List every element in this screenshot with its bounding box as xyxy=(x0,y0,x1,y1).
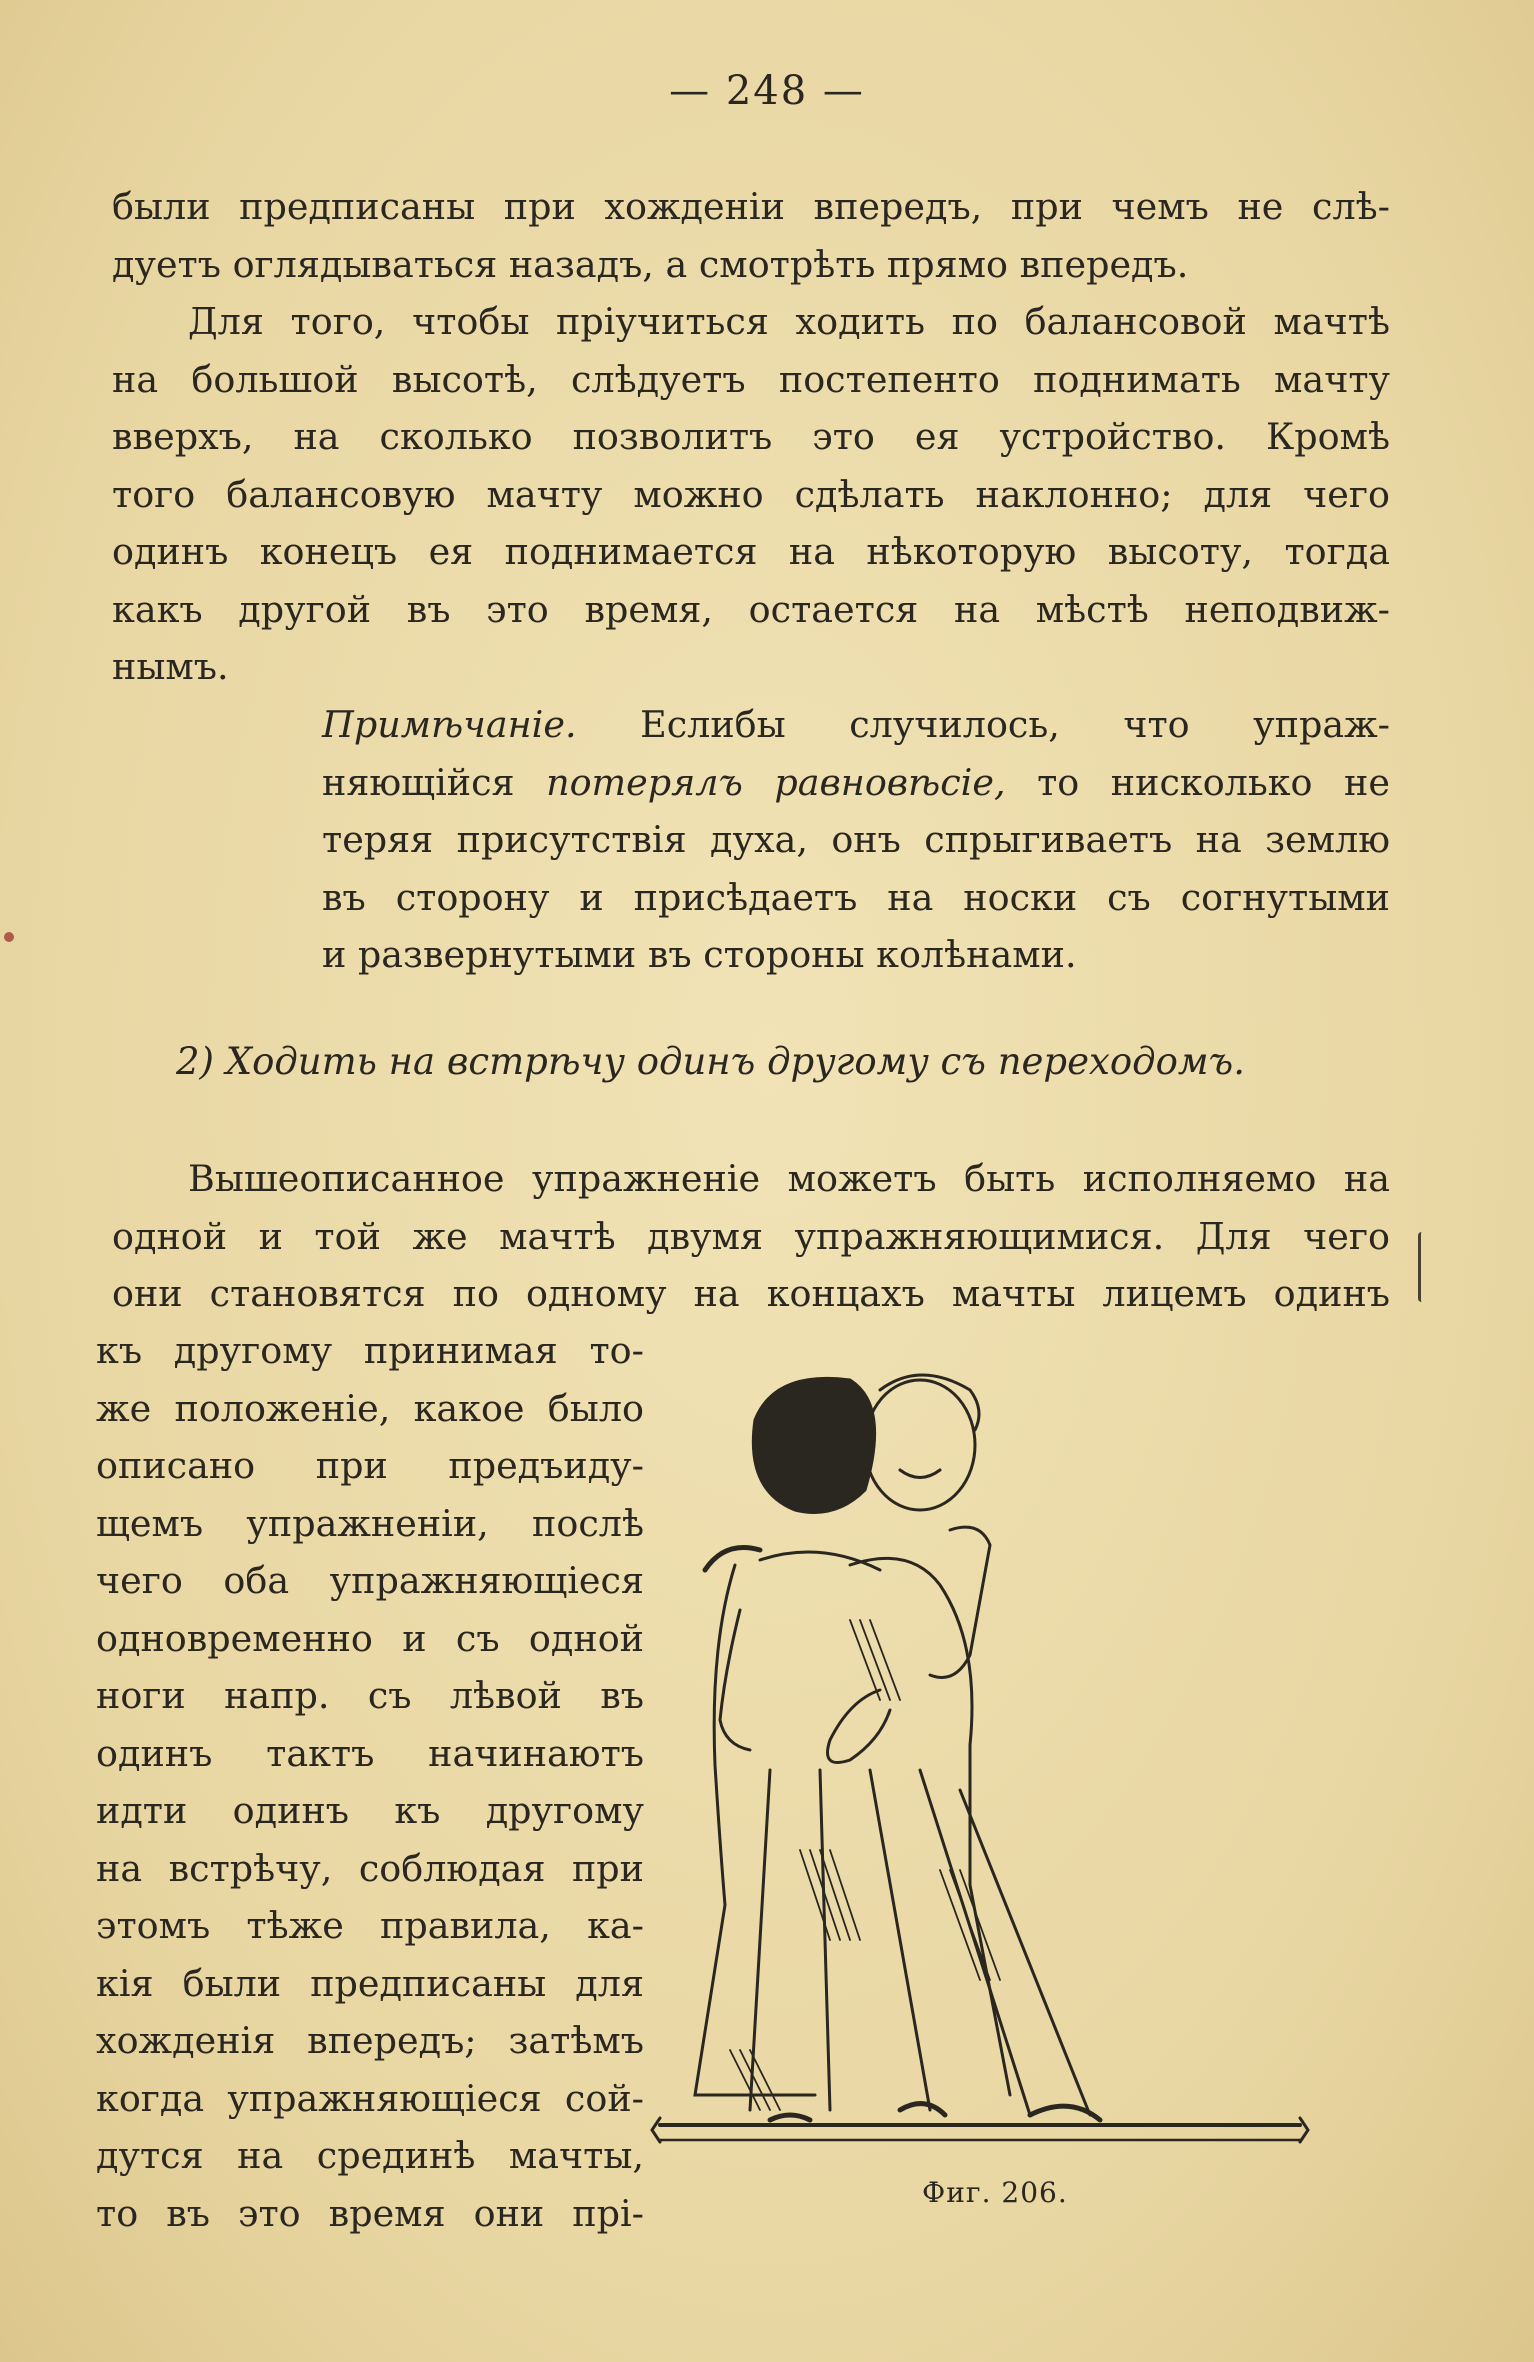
text-line: на встрѣчу, соблюдая при xyxy=(96,1846,644,1890)
ink-spot xyxy=(4,932,14,942)
text-line xyxy=(322,754,1390,812)
text-line: въ сторону и присѣдаетъ на носки съ согнутыми xyxy=(322,875,1390,919)
text-line: хожденія впередъ; затѣмъ xyxy=(96,2019,644,2062)
text-line: они становятся по одному на концахъ мачты лицемъ одинъ xyxy=(112,1272,1390,1315)
text-line: идти одинъ къ другому xyxy=(96,1789,644,1832)
text-line: то въ это время они прі- xyxy=(96,2191,644,2235)
paragraph-continued xyxy=(112,178,1390,293)
text-line: щемъ упражненіи, послѣ xyxy=(96,1501,644,1545)
note-text: Еслибы случилось, что упраж- xyxy=(576,703,1390,746)
text-line: Для того, чтобы пріучиться ходить по балансовой мачтѣ xyxy=(188,300,1390,343)
figure-illustration xyxy=(650,1350,1310,2170)
text-line xyxy=(322,696,1390,754)
note-text: то нисколько не xyxy=(1005,760,1390,804)
text-line: чего оба упражняющіеся xyxy=(96,1559,644,1602)
note-label: Примѣчаніе. xyxy=(322,703,577,746)
text-line: же положеніе, какое было xyxy=(96,1386,644,1430)
paragraph-two-walkers xyxy=(112,1150,1390,1323)
text-line: одинъ тактъ начинаютъ xyxy=(96,1731,644,1775)
text-line: ноги напр. съ лѣвой въ xyxy=(96,1674,644,1717)
section-heading: 2) Ходить на встрѣчу одинъ другому съ переходомъ. xyxy=(176,1040,1245,1083)
paragraph-balance-beam-height xyxy=(112,293,1390,696)
text-line: одной и той же мачтѣ двумя упражняющимися. Для чего xyxy=(112,1214,1390,1258)
text-line: теряя присутствія духа, онъ спрыгиваетъ на землю xyxy=(322,818,1390,861)
text-line: когда упражняющіеся сой- xyxy=(96,2076,644,2120)
text-line: Вышеописанное упражненіе можетъ быть исполняемо на xyxy=(188,1157,1390,1200)
text-line: вверхъ, на сколько позволитъ это ея устройство. Кромѣ xyxy=(112,415,1390,458)
text-line: къ другому принимая то- xyxy=(96,1329,644,1372)
text-line: этомъ тѣже правила, ка- xyxy=(96,1904,644,1947)
note-paragraph xyxy=(322,696,1390,984)
wrapped-text-column xyxy=(96,1322,644,2242)
page-number: — 248 — xyxy=(669,68,865,114)
note-text: няющійся xyxy=(322,760,547,804)
text-line: какъ другой въ это время, остается на мѣстѣ неподвиж- xyxy=(112,587,1390,631)
text-line: кія были предписаны для xyxy=(96,1961,644,2005)
text-line: дутся на срединѣ мачты, xyxy=(96,2134,644,2177)
text-line: на большой высотѣ, слѣдуетъ постепенто поднимать мачту xyxy=(112,357,1390,401)
text-line: того балансовую мачту можно сдѣлать наклонно; для чего xyxy=(112,472,1390,516)
text-line: одинъ конецъ ея поднимается на нѣкоторую высоту, тогда xyxy=(112,530,1390,573)
text-line: дуетъ оглядываться назадъ, а смотрѣть прямо впередъ. xyxy=(112,242,1189,286)
text-line: описано при предъиду- xyxy=(96,1444,644,1487)
note-emphasis: потерялъ равновѣсіе, xyxy=(546,760,1006,804)
text-line: были предписаны при хожденіи впередъ, при чемъ не слѣ- xyxy=(112,185,1390,228)
text-line: и развернутыми въ стороны колѣнами. xyxy=(322,933,1077,976)
figure-caption: Фиг. 206. xyxy=(922,2176,1068,2209)
text-line: нымъ. xyxy=(112,645,229,688)
margin-mark xyxy=(1418,1232,1425,1302)
text-line: одновременно и съ одной xyxy=(96,1616,644,1660)
